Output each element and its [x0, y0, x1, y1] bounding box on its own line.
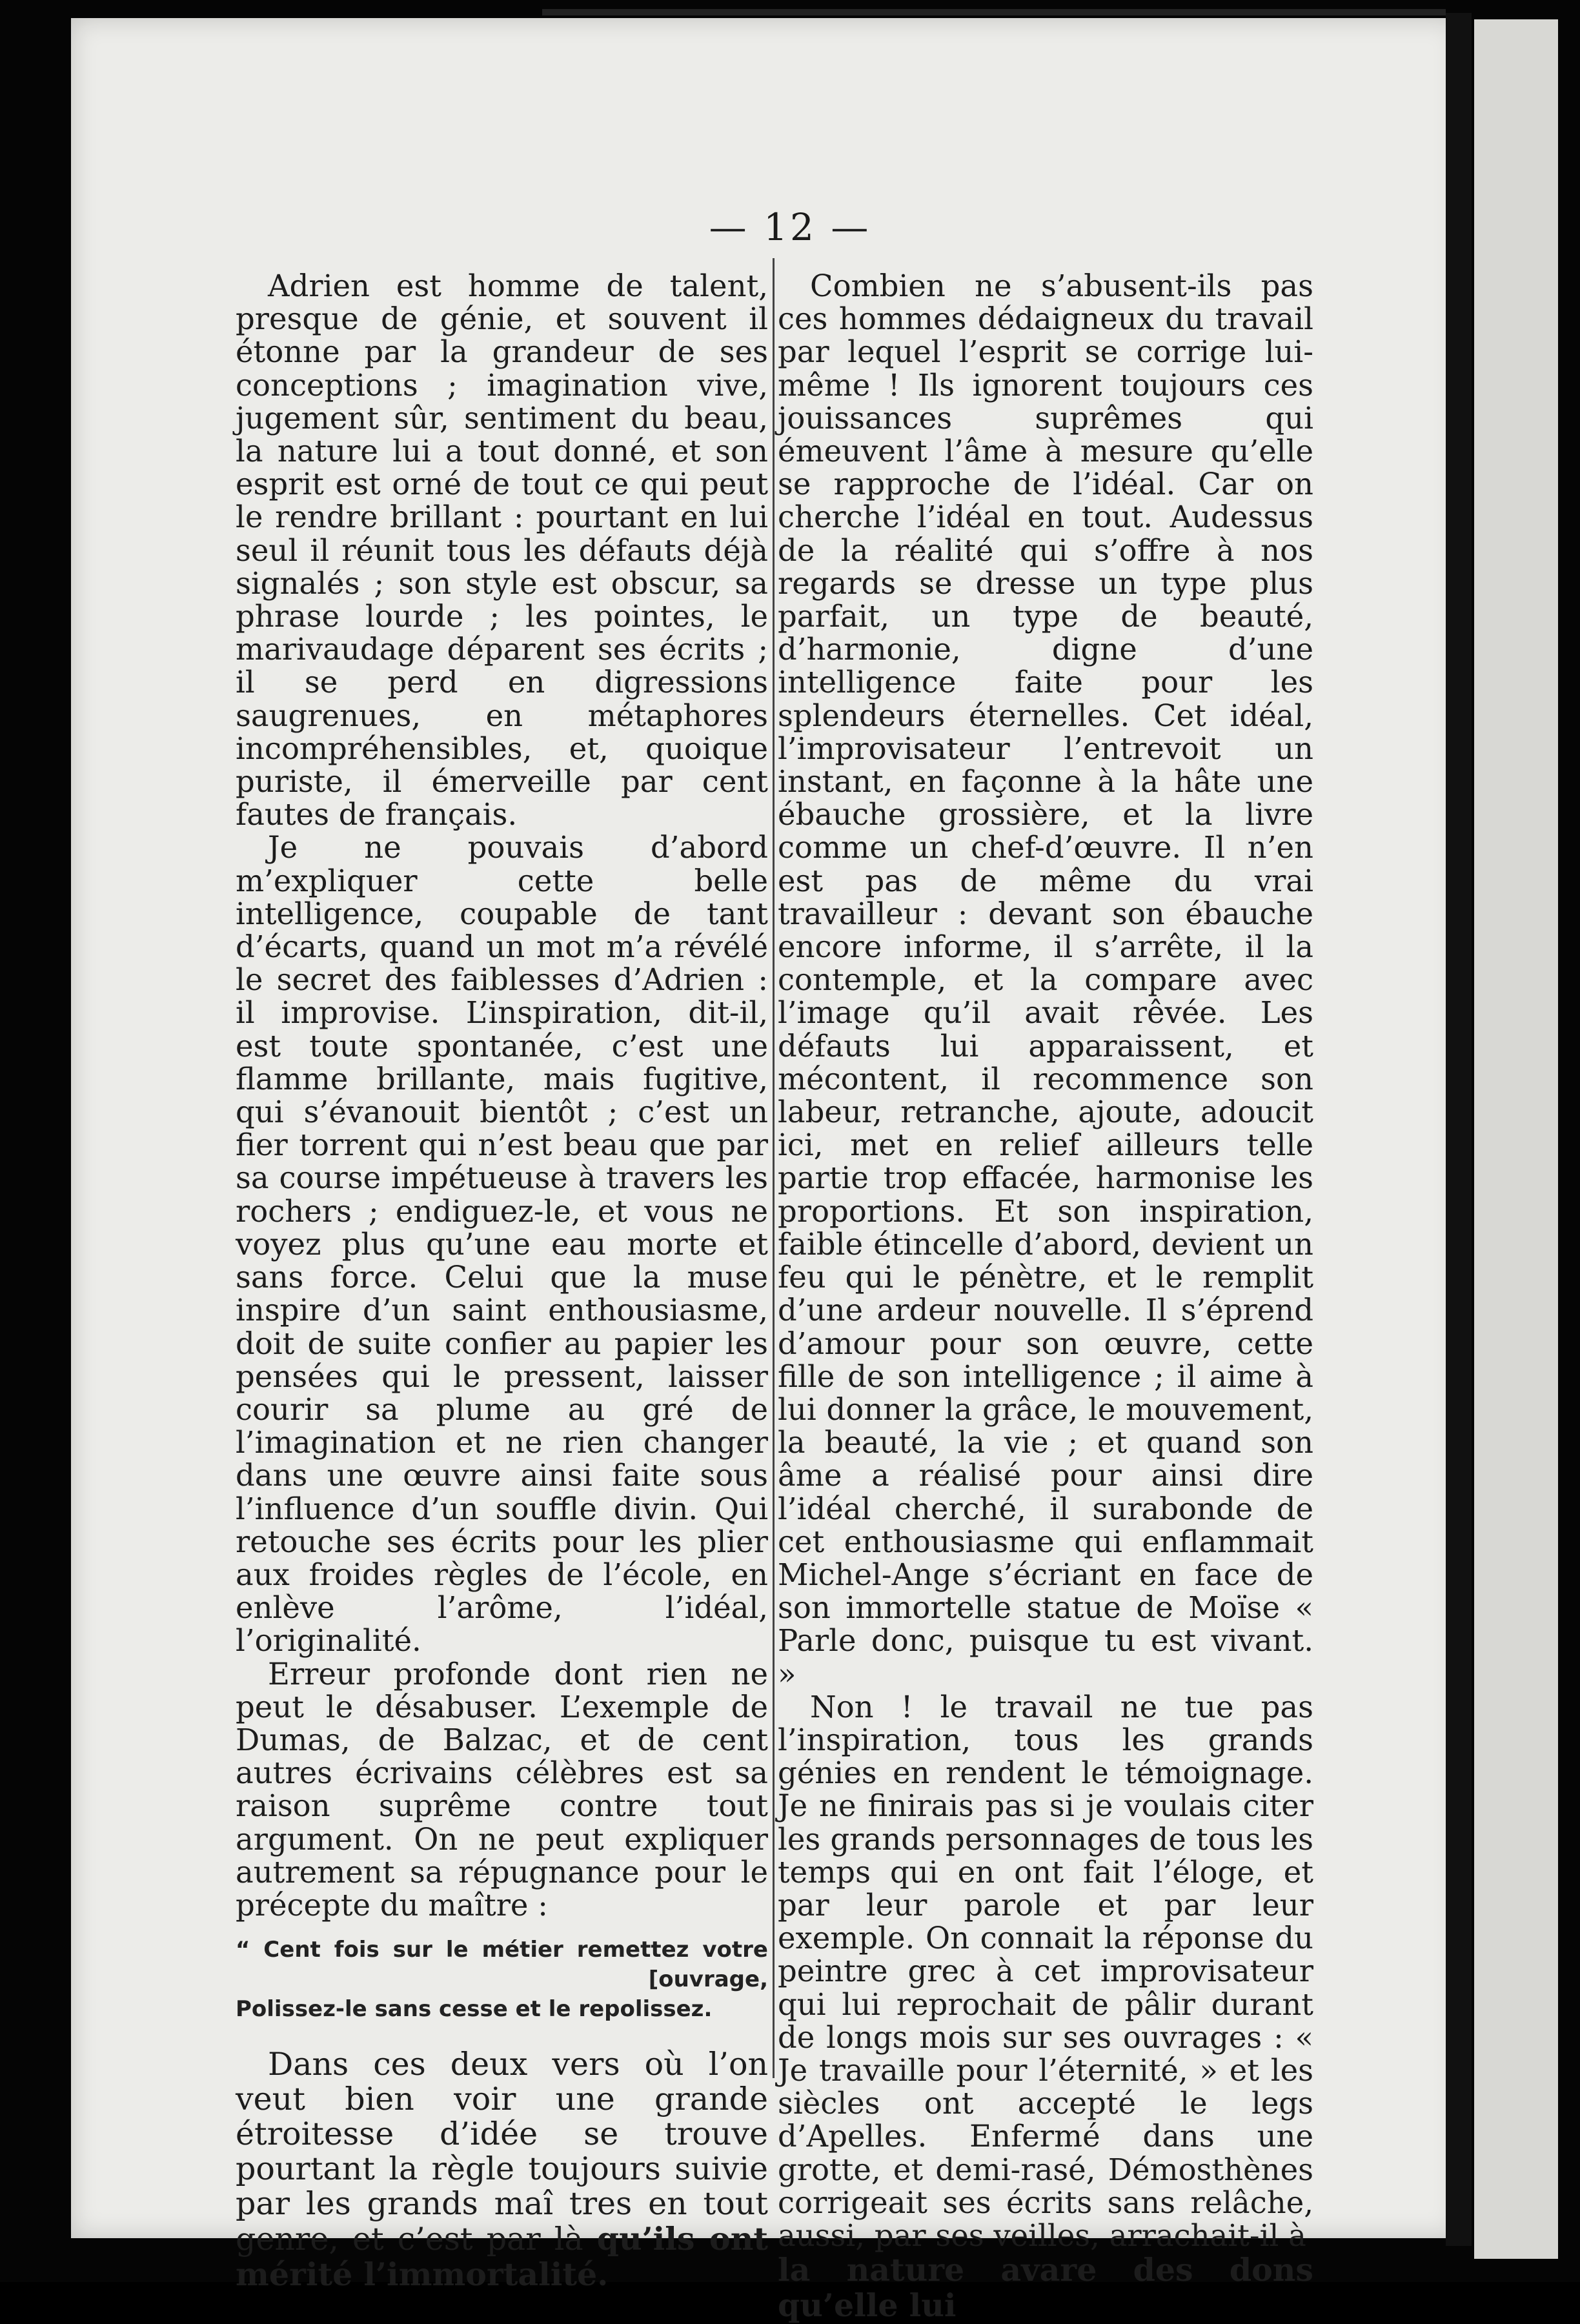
- next-page-edge: [1474, 19, 1558, 2259]
- paragraph-text: la nature avare des dons qu’elle lui: [778, 2251, 1313, 2324]
- column-divider: [773, 258, 775, 2078]
- quote-line: “ Cent fois sur le métier remettez votre: [236, 1937, 768, 1963]
- boileau-quote: [236, 1935, 768, 2024]
- paragraph-erreur-profonde: Erreur profonde dont rien ne peut le désabuser. L’exemple de Dumas, de Balzac, et de cent autres écrivains célèbres est sa raison suprême contre tout argument. On ne peut expliquer autrement sa répugnance pour le précepte du maître :: [236, 1656, 768, 1923]
- paragraph-deux-vers: [236, 2047, 768, 2292]
- quote-line: Polissez-le sans cesse et le repolissez.: [236, 1996, 713, 2023]
- right-column: [778, 270, 1313, 2323]
- page-gutter-shadow: [1446, 13, 1472, 2246]
- paragraph-last-line: qu’ils ont mérité l’immortalité.: [236, 2220, 768, 2294]
- paragraph-non-le-travail: Non ! le travail ne tue pas l’inspiration, tous les grands génies en rendent le témoignage. Je ne finirais pas si je voulais citer les grands personnages de tous les temps qui en ont fait l’éloge, et par leur parole et par leur exemple. On connait la réponse du peintre grec à cet improvisateur qui lui reprochait de pâlir durant de longs mois sur ses ouvrages : « Je travaille pour l’éternité, » et les siècles ont accepté le legs d’Apelles. Enfermé dans une grotte, et demi-rasé, Démosthènes corrigeait ses écrits sans relâche, aussi, par ses veilles, arrachait-il à: [778, 1689, 1313, 2253]
- binding-edge: [542, 9, 1446, 15]
- page-number: — 12 —: [709, 205, 871, 249]
- paragraph-combien: Combien ne s’abusent-ils pas ces hommes dédaigneux du travail par lequel l’esprit se corrige lui-même ! Ils ignorent toujours ces jouissances suprêmes qui émeuvent l’âme à mesure qu’elle se rapproche de l’idéal. Car on cherche l’idéal en tout. Audessus de la réalité qui s’offre à nos regards se dresse un type plus parfait, un type de beauté, d’harmonie, digne d’une intelligence faite pour les splendeurs éternelles. Cet idéal, l’improvisateur l’entrevoit un instant, en façonne à la hâte une ébauche grossière, et la livre comme un chef-d’œuvre. Il n’en est pas de même du vrai travailleur : devant son ébauche encore informe, il s’arrête, il la contemple, et la compare avec l’image qu’il avait rêvée. Les défauts lui apparaissent, et mécontent, il recommence son labeur, retranche, ajoute, adoucit ici, met en relief ailleurs telle partie trop effacée, harmonise les proportions. Et son inspiration, faible étincelle d’abord, devient un feu qui le pénètre, et le remplit d’une ardeur nouvelle. Il s’éprend d’amour pour son œuvre, cette fille de son intelligence ; il aime à lui donner la grâce, le mouvement, la beauté, la vie ; et quand son âme a réalisé pour ainsi dire l’idéal cherché, il surabonde de cet enthousiasme qui enflammait Michel-Ange s’écriant en face de son immortelle statue de Moïse « Parle donc, puisque tu est vivant. »: [778, 268, 1313, 1692]
- left-column: [236, 270, 768, 2292]
- paragraph-last-line: [778, 2252, 1313, 2323]
- quote-line-continuation: [ouvrage,: [648, 1966, 768, 1993]
- paragraph-text: Dans ces deux vers où l’on veut bien voir une grande étroitesse d’idée se trouve pourtant la règle toujours suivie par les grands maî tres en tout genre, et c’est par là: [236, 2046, 768, 2258]
- paragraph-adrien-talent: Adrien est homme de talent, presque de génie, et souvent il étonne par la grandeur de ses conceptions ; imagination vive, jugement sûr, sentiment du beau, la nature lui a tout donné, et son esprit est orné de tout ce qui peut le rendre brillant : pourtant en lui seul il réunit tous les défauts déjà signalés ; son style est obscur, sa phrase lourde ; les pointes, le marivaudage déparent ses écrits ; il se perd en digressions saugrenues, en métaphores incompréhensibles, et, quoique puriste, il émerveille par cent fautes de français.: [236, 268, 768, 833]
- paragraph-inspiration: Je ne pouvais d’abord m’expliquer cette belle intelligence, coupable de tant d’écarts, quand un mot m’a révélé le secret des faiblesses d’Adrien : il improvise. L’inspiration, dit-il, est toute spontanée, c’est une flamme brillante, mais fugitive, qui s’évanouit bientôt ; c’est un fier torrent qui n’est beau que par sa course impétueuse à travers les rochers ; endiguez-le, et vous ne voyez plus qu’une eau morte et sans force. Celui que la muse inspire d’un saint enthousiasme, doit de suite confier au papier les pensées qui le pressent, laisser courir sa plume au gré de l’imagination et ne rien changer dans une œuvre ainsi faite sous l’influence d’un souffle divin. Qui retouche ses écrits pour les plier aux froides règles de l’école, en enlève l’arôme, l’idéal, l’originalité.: [236, 830, 768, 1659]
